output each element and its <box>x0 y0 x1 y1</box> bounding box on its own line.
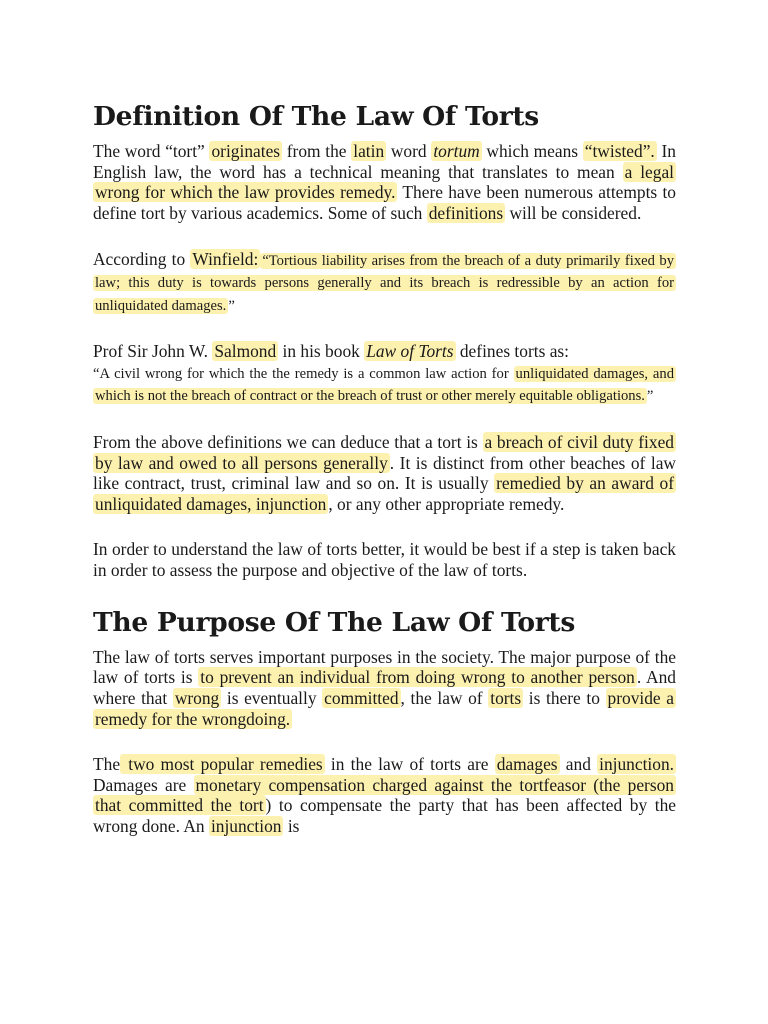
highlight: a breach of civil duty fixed by law and owed to all persons generally <box>95 432 674 473</box>
highlight: a legal wrong for which the law provides remedy. <box>95 161 674 203</box>
highlight: torts <box>490 687 522 708</box>
paragraph-purpose: The law of torts serves important purposes in the society. The major purpose of the law of torts is to prevent an individual from doing wrong to another person . And where that wrong is eventually committed , the law of torts is there to provide a remedy for the wrongdoing. <box>93 646 676 729</box>
highlight: unliquidated damages, and which is not the breach of contract or the breach of trust or other merely equitable obligations. <box>95 365 674 405</box>
highlight: “Tortious liability arises from the breach of a duty primarily fixed by law; this duty is towards persons generally and its breach is redressible by an action for unliquidated damages. <box>95 252 675 314</box>
highlight: Winfield: <box>192 248 259 269</box>
highlight: injunction <box>210 815 282 836</box>
highlight: latin <box>353 141 385 162</box>
highlight: Law of Torts <box>366 341 454 362</box>
paragraph-deduction: From the above definitions we can deduce that a tort is a breach of civil duty fixed by law and owed to all persons generally . It is distinct from other beaches of law like contract, trust, criminal law and so on. It is usually remedied by an award of unliquidated damages, injunction , or any other appropriate remedy. <box>93 432 676 514</box>
highlight: two most popular remedies <box>122 754 323 775</box>
highlight: “twisted”. <box>584 141 655 162</box>
highlight: damages <box>496 754 558 775</box>
section-heading-purpose: The Purpose Of The Law Of Torts <box>93 606 575 638</box>
paragraph-salmond: Prof Sir John W. Salmond in his book Law of Torts defines torts as: “A civil wrong for which the the remedy is a common law action for unliquidated damages, and which is not the breach of contract or the breach of trust or other merely equitable obligations. ” <box>93 341 674 405</box>
highlight: injunction. <box>599 754 674 775</box>
document-page <box>93 100 676 837</box>
highlight: monetary compensation charged against the tortfeasor (the person that committed the tort <box>95 774 674 816</box>
highlight: tortum <box>433 141 480 162</box>
section-heading-definition: Definition Of The Law Of Torts <box>93 101 539 132</box>
paragraph-winfield: According to Winfield: “Tortious liability arises from the breach of a duty primarily fixed by law; this duty is towards persons generally and its breach is redressible by an action for unliquidated damages. ” <box>93 248 675 314</box>
highlight: wrong <box>174 687 220 708</box>
highlight: committed <box>324 687 399 708</box>
highlight: to prevent an individual from doing wrong to another person <box>200 667 635 688</box>
highlight: remedied by an award of unliquidated damages, injunction <box>95 473 674 514</box>
paragraph-remedies: The two most popular remedies in the law of torts are damages and injunction. Damages are monetary compensation charged against the tortfeasor (the person that committed the tort ) to compensate the party that has been affected by the wrong done. An injunction is <box>93 754 676 836</box>
highlight: provide a remedy for the wrongdoing. <box>95 687 674 729</box>
paragraph-tort-origin: The word “tort” originates from the latin word tortum which means “twisted”. In English law, the word has a technical meaning that translates to mean a legal wrong for which the law provides remedy. There have been numerous attempts to define tort by various academics. Some of such definitions will be considered. <box>93 141 676 223</box>
highlight: Salmond <box>214 341 277 362</box>
paragraph-understand: In order to understand the law of torts better, it would be best if a step is taken back in order to assess the purpose and objective of the law of torts. <box>93 539 676 581</box>
highlight: definitions <box>428 202 504 223</box>
highlight: originates <box>211 141 281 162</box>
